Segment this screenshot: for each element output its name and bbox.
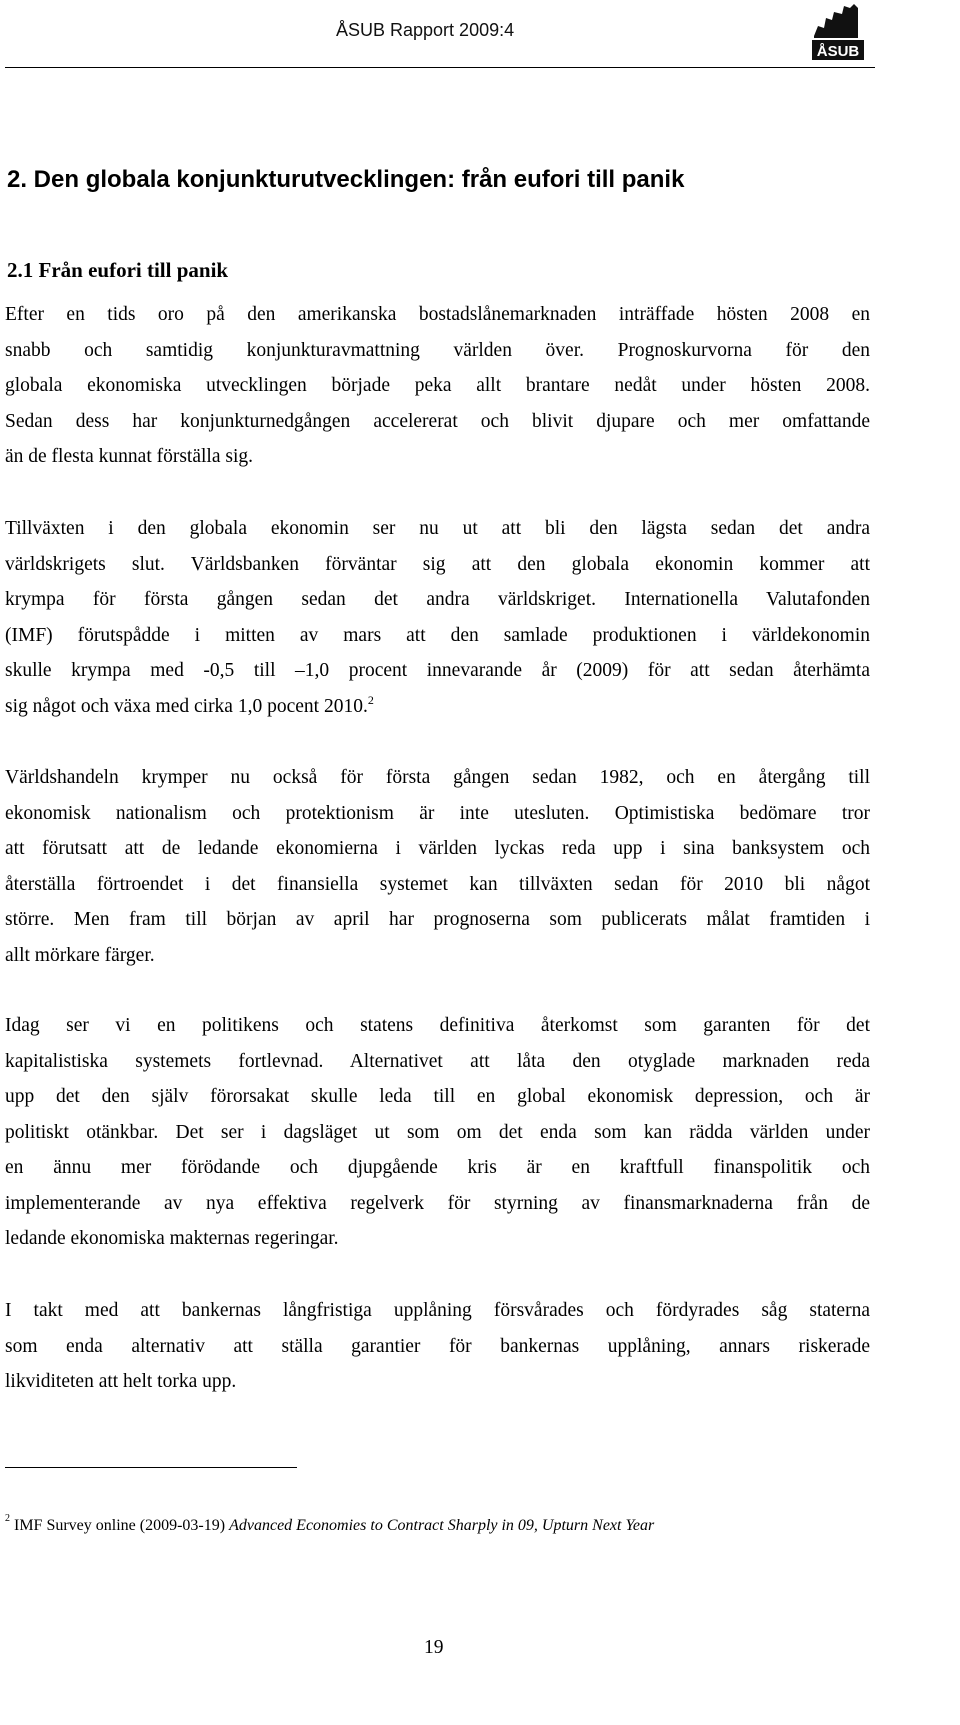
paragraph-line: ekonomisk nationalism och protektionism är inte utesluten. Optimistiska bedömare tror [5, 802, 870, 824]
paragraph-2 [5, 511, 870, 724]
paragraph-line: Efter en tids oro på den amerikanska bostadslånemarknaden inträffade hösten 2008 en [5, 304, 870, 325]
footnote [5, 1513, 655, 1535]
paragraph-line: globala ekonomiska utvecklingen började peka allt brantare nedåt under hösten 2008. [5, 375, 870, 396]
paragraph-line: krympa för första gången sedan det andra världskriget. Internationella Valutafonden [5, 589, 870, 610]
paragraph-last-line [5, 689, 870, 725]
report-title: ÅSUB Rapport 2009:4 [336, 20, 515, 40]
page-number: 19 [424, 1637, 444, 1658]
footnote-text: IMF Survey online (2009-03-19) [10, 1517, 230, 1534]
paragraph-line: Sedan dess har konjunkturnedgången accelererat och blivit djupare och mer omfattande [5, 410, 870, 432]
paragraph-line: än de flesta kunnat förställa sig. [5, 446, 254, 467]
paragraph-1 [5, 297, 870, 475]
logo-text: ÅSUB [816, 43, 860, 60]
paragraph-line: att förutsatt att de ledande ekonomierna i världen lyckas reda upp i sina banksystem och [5, 838, 870, 859]
footnote-marker: 2 [5, 1513, 10, 1524]
paragraph-line: politiskt otänkbar. Det ser i dagsläget ut som om det enda som kan rädda världen under [5, 1121, 870, 1143]
paragraph-line: allt mörkare färger. [5, 944, 155, 966]
paragraph-line: upp det den själv förorsakat skulle leda till en global ekonomisk depression, och är [5, 1086, 870, 1107]
paragraph-line: (IMF) förutspådde i mitten av mars att den samlade produktionen i världekonomin [5, 624, 870, 646]
paragraph-3 [5, 760, 870, 973]
paragraph-line: Idag ser vi en politikens och statens definitiva återkomst som garanten för det [5, 1015, 870, 1036]
paragraph-4 [5, 1008, 870, 1257]
section-heading: 2. Den globala konjunkturutvecklingen: från eufori till panik [7, 166, 685, 193]
paragraph-line-text: sig något och växa med cirka 1,0 pocent 2010. [5, 695, 368, 717]
paragraph-line: likviditeten att helt torka upp. [5, 1371, 237, 1392]
header-rule [5, 67, 875, 68]
paragraph-line: större. Men fram till början av april har prognoserna som publicerats målat framtiden i [5, 909, 870, 930]
paragraph-line: som enda alternativ att ställa garantier för bankernas upplåning, annars riskerade [5, 1335, 870, 1357]
paragraph-line: en ännu mer förödande och djupgående kris är en kraftfull finanspolitik och [5, 1157, 870, 1178]
footnote-title: Advanced Economies to Contract Sharply in 09, Upturn Next Year [229, 1517, 655, 1534]
paragraph-line: implementerande av nya effektiva regelverk för styrning av finansmarknaderna från de [5, 1192, 870, 1214]
subsection-heading: 2.1 Från eufori till panik [7, 258, 229, 282]
paragraph-line: återställa förtroendet i det finansiella systemet kan tillväxten sedan för 2010 bli något [5, 873, 870, 895]
paragraph-line: världskrigets slut. Världsbanken förväntar sig att den globala ekonomin kommer att [5, 553, 870, 575]
paragraph-line: skulle krympa med -0,5 till –1,0 procent innevarande år (2009) för att sedan återhämta [5, 660, 870, 681]
asub-logo [808, 4, 868, 62]
paragraph-line: Tillväxten i den globala ekonomin ser nu ut att bli den lägsta sedan det andra [5, 518, 870, 539]
paragraph-line: Världshandeln krymper nu också för första gången sedan 1982, och en återgång till [5, 767, 870, 788]
paragraph-line: snabb och samtidig konjunkturavmattning världen över. Prognoskurvorna för den [5, 339, 870, 361]
paragraph-line: I takt med att bankernas långfristiga upplåning försvårades och fördyrades såg staterna [5, 1300, 870, 1321]
footnote-separator [5, 1467, 297, 1468]
paragraph-line: ledande ekonomiska makternas regeringar. [5, 1228, 339, 1249]
paragraph-line: kapitalistiska systemets fortlevnad. Alternativet att låta den otyglade marknaden reda [5, 1050, 870, 1072]
paragraph-5 [5, 1293, 870, 1400]
footnote-ref: 2 [367, 692, 374, 707]
